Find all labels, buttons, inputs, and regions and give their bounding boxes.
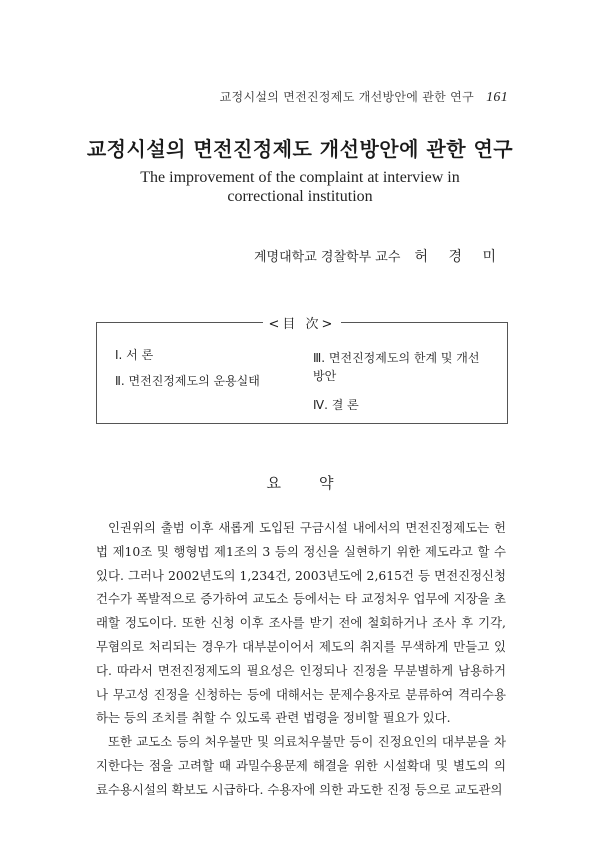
toc-item-limitations-improvement: Ⅲ. 면전진정제도의 한계 및 개선방안 — [313, 351, 480, 383]
author-affiliation: 계명대학교 경찰학부 교수 — [253, 250, 401, 265]
abstract-paragraph: 인권위의 출범 이후 새롭게 도입된 구금시설 내에서의 면전진정제도는 헌법 제10조 및 행형법 제1조의 3 등의 정신을 실현하기 위한 제도라고 할 수 있다. 그러나 2002년도의 1,234건, 2003년도에 2,615건 등 면전진정신청건수가 폭발적으로 증가하여 교도소 등에서는 타 교정처우 업무에 지장을 초래할 정도이다. 또한 신청 이후 조사를 받기 전에 철회하거나 조사 후 기각, 무혐의로 처리되는 경우가 대부분이어서 제도의 취지를 무색하게 만들고 있다. 따라서 면전진정제도의 필요성은 인정되나 진정을 무분별하게 남용하거나 무고성 진정을 신청하는 등에 대해서는 문제수용자로 분류하여 격리수용하는 등의 조치를 취할 수 있도록 관련 법령을 정비할 필요가 있다. — [96, 520, 506, 726]
page-number: 161 — [486, 90, 508, 105]
paper-title-english-line2: correctional institution — [227, 188, 373, 205]
author-name: 허 경 미 — [414, 249, 504, 265]
toc-item-operation-status: Ⅱ. 면전진정제도의 운용실태 — [115, 374, 260, 388]
abstract-heading: 요약 — [266, 474, 372, 492]
toc-item-conclusion: Ⅳ. 결 론 — [313, 398, 359, 412]
toc-heading — [97, 313, 507, 332]
paper-title-english — [0, 168, 600, 206]
running-header — [220, 88, 508, 106]
paper-title-english-line1: The improvement of the complaint at interview in — [140, 169, 460, 186]
abstract-body — [96, 516, 506, 802]
author-line — [254, 246, 504, 266]
toc-item-introduction: Ⅰ. 서 론 — [115, 348, 154, 362]
table-of-contents — [96, 317, 508, 424]
abstract-paragraph: 또한 교도소 등의 처우불만 및 의료처우불만 등이 진정요인의 대부분을 차지한다는 점을 고려할 때 과밀수용문제 해결을 위한 시설확대 및 별도의 의료수용시설의 확보도 시급하다. 수용자에 의한 과도한 진정 등으로 교도관의 — [96, 734, 506, 797]
running-header-title: 교정시설의 면전진정제도 개선방안에 관한 연구 — [219, 90, 474, 104]
toc-heading-text: <目 次> — [263, 317, 342, 332]
paper-title-korean: 교정시설의 면전진정제도 개선방안에 관한 연구 — [86, 137, 514, 161]
